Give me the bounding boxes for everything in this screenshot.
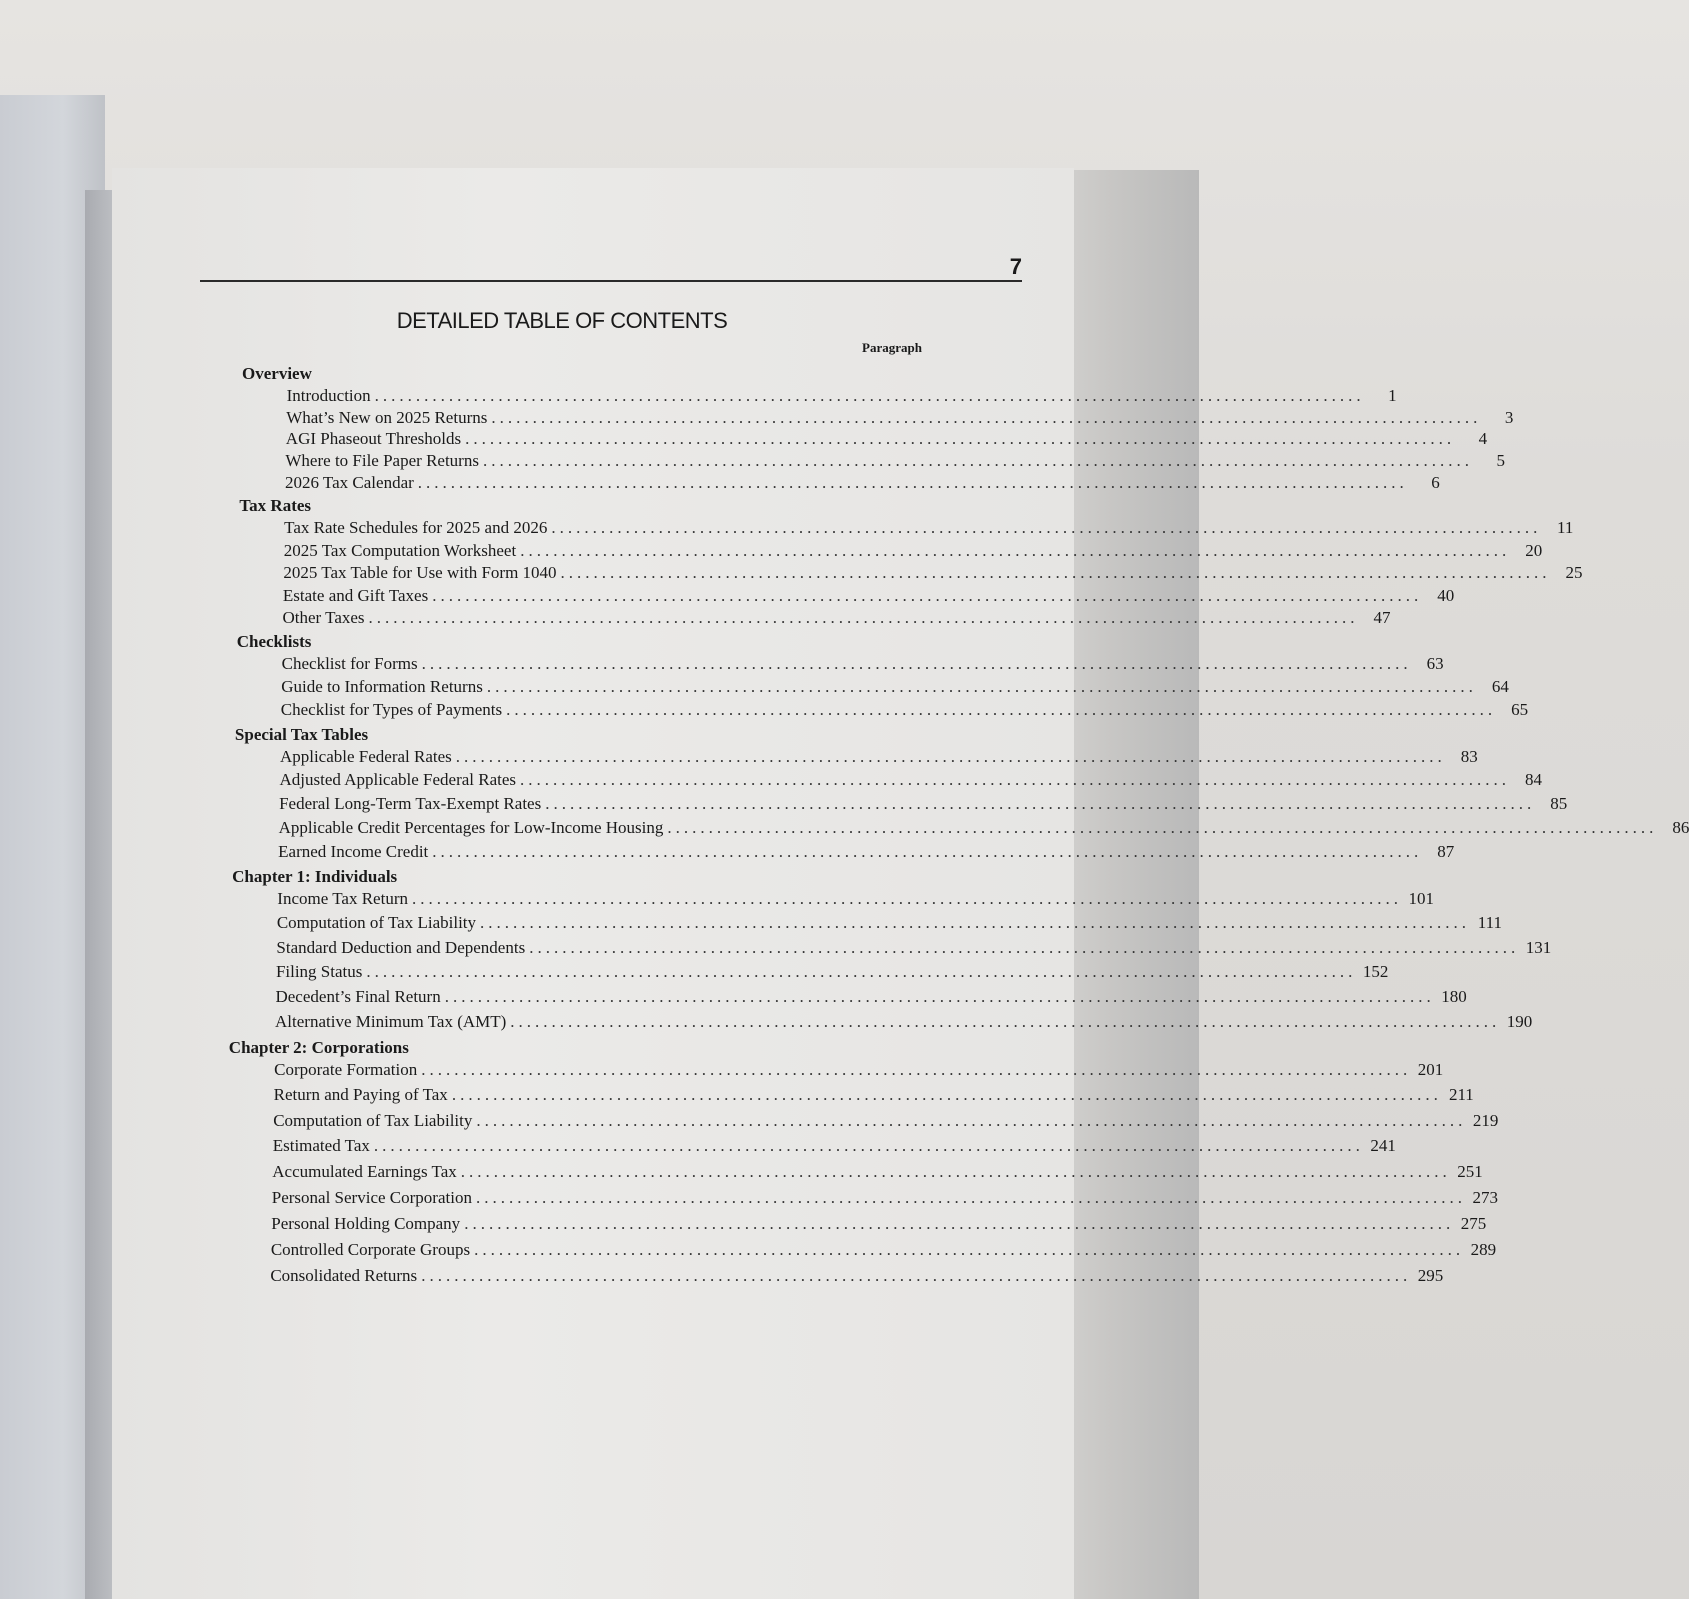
toc-entry-paragraph-number: 63 (1426, 654, 1444, 674)
paragraph-column-label: Paragraph (862, 340, 922, 355)
toc-entry-paragraph-number: 273 (1472, 1187, 1498, 1207)
dot-leader: ........................................................................................................................ (451, 1085, 1442, 1105)
toc-entry-paragraph-number: 20 (1525, 540, 1543, 560)
toc-entry (275, 986, 1467, 1008)
toc-entry (277, 888, 1434, 910)
dot-leader: ........................................................................................................................ (444, 987, 1435, 1007)
toc-entry-paragraph-number: 152 (1362, 962, 1389, 982)
toc-entry-paragraph-number: 251 (1457, 1161, 1483, 1181)
toc-entry-label: AGI Phaseout Thresholds (285, 429, 462, 449)
toc-entry (271, 1213, 1487, 1235)
dot-leader: ........................................................................................................................ (551, 518, 1542, 538)
toc-entry-label: Income Tax Return (277, 888, 408, 908)
toc-entry (270, 1265, 1444, 1287)
toc-entry (283, 562, 1583, 584)
toc-entry-paragraph-number: 289 (1470, 1239, 1497, 1259)
toc-entry-paragraph-number: 241 (1370, 1136, 1396, 1156)
dot-leader: ........................................................................................................................ (482, 451, 1473, 471)
toc-entry-paragraph-number: 3 (1504, 407, 1514, 427)
toc-entry (281, 676, 1509, 698)
toc-entry (278, 841, 1455, 863)
toc-entry (279, 793, 1568, 815)
dot-leader: ........................................................................................................................ (417, 473, 1408, 493)
toc-entry-paragraph-number: 101 (1408, 888, 1434, 908)
toc-entry (283, 540, 1543, 562)
toc-section-heading: Special Tax Tables (234, 724, 369, 744)
toc-entry-label: Checklist for Types of Payments (280, 700, 503, 720)
toc-entry-label: Earned Income Credit (278, 841, 429, 861)
dot-leader: ........................................................................................................................ (464, 1213, 1455, 1233)
dot-leader: ........................................................................................................................ (475, 1187, 1466, 1207)
toc-entry-paragraph-number: 65 (1511, 700, 1529, 720)
toc-entry-label: Computation of Tax Liability (273, 1110, 473, 1130)
toc-entry (276, 912, 1503, 934)
toc-entry-label: Federal Long-Term Tax-Exempt Rates (279, 794, 542, 814)
toc-section-heading: Chapter 1: Individuals (232, 866, 398, 886)
toc-entry-paragraph-number: 47 (1373, 608, 1391, 628)
toc-entry (272, 1135, 1396, 1157)
dot-leader: ........................................................................................................................ (421, 654, 1412, 674)
toc-entry (271, 1187, 1498, 1209)
toc-entry-label: Applicable Federal Rates (279, 746, 452, 766)
toc-entry (281, 653, 1444, 675)
toc-entry-label: Where to File Paper Returns (285, 451, 479, 471)
toc-entry-paragraph-number: 295 (1417, 1266, 1444, 1286)
toc-entry-paragraph-number: 64 (1491, 677, 1509, 697)
toc-entry-label: Accumulated Earnings Tax (272, 1161, 457, 1181)
dot-leader: ........................................................................................................................ (421, 1266, 1412, 1286)
toc-entry (273, 1110, 1499, 1132)
toc-entry-paragraph-number: 180 (1441, 987, 1467, 1007)
dot-leader: ........................................................................................................................ (366, 962, 1357, 982)
toc-entry (272, 1161, 1483, 1183)
toc-entry (284, 472, 1440, 494)
toc-section-heading: Tax Rates (239, 496, 312, 516)
toc-entry (285, 450, 1505, 472)
toc-entry-label: Guide to Information Returns (281, 677, 483, 697)
toc-entry-label: Personal Holding Company (271, 1213, 461, 1233)
dot-leader: ........................................................................................................................ (506, 700, 1497, 720)
toc-entry-paragraph-number: 201 (1417, 1060, 1444, 1080)
toc-entry-paragraph-number: 87 (1437, 841, 1455, 861)
dot-leader: ........................................................................................................................ (520, 770, 1511, 790)
header-rule (200, 280, 1022, 282)
dot-leader: ........................................................................................................................ (421, 1060, 1412, 1080)
toc-section-heading: Checklists (236, 632, 312, 652)
toc-entry (282, 585, 1455, 607)
toc-entry-label: Other Taxes (282, 608, 365, 628)
toc-entry (270, 1239, 1497, 1261)
toc-entry (282, 607, 1391, 629)
dot-leader: ........................................................................................................................ (560, 563, 1551, 583)
toc-entry-paragraph-number: 84 (1525, 770, 1543, 790)
toc-entry-label: Adjusted Applicable Federal Rates (279, 770, 517, 790)
toc-entry-label: Personal Service Corporation (271, 1187, 472, 1207)
toc-entry-paragraph-number: 85 (1550, 794, 1568, 814)
dot-leader: ........................................................................................................................ (465, 429, 1456, 449)
toc-entry-label: Return and Paying of Tax (273, 1085, 448, 1105)
toc-entry-paragraph-number: 6 (1431, 473, 1440, 493)
toc-entry-label: Filing Status (275, 962, 363, 982)
toc-entry (273, 1084, 1474, 1106)
toc-entry-paragraph-number: 5 (1496, 451, 1505, 471)
toc-entry-paragraph-number: 25 (1565, 563, 1583, 583)
toc-entry-label: Checklist for Forms (281, 654, 418, 674)
toc-entry (284, 517, 1574, 539)
toc-entry (286, 385, 1397, 407)
toc-entry-label: Controlled Corporate Groups (270, 1239, 471, 1259)
toc-entry (278, 817, 1689, 839)
toc-section-heading: Overview (242, 364, 312, 383)
toc-entry (279, 746, 1478, 768)
dot-leader: ........................................................................................................................ (510, 1012, 1501, 1031)
toc-entry-label: Corporate Formation (274, 1060, 418, 1080)
toc-entry-paragraph-number: 275 (1460, 1213, 1487, 1233)
toc-entry-paragraph-number: 111 (1477, 913, 1503, 933)
toc-entry-label: 2025 Tax Table for Use with Form 1040 (283, 563, 557, 583)
book-page (112, 168, 1689, 1599)
toc-section-heading: Chapter 2: Corporations (228, 1038, 409, 1058)
toc-entry-label: Consolidated Returns (270, 1266, 418, 1286)
toc-entry-paragraph-number: 40 (1437, 585, 1455, 605)
toc-entry-label: Estate and Gift Taxes (282, 585, 429, 605)
dot-leader: ........................................................................................................................ (373, 1136, 1364, 1156)
toc-entry-label: Decedent’s Final Return (275, 987, 441, 1007)
toc-entry-label: Standard Deduction and Dependents (276, 937, 526, 957)
toc-entry-paragraph-number: 1 (1388, 386, 1397, 405)
toc-entry-label: What’s New on 2025 Returns (286, 407, 488, 427)
dot-leader: ........................................................................................................................ (529, 937, 1520, 957)
toc-entry-paragraph-number: 219 (1472, 1110, 1499, 1130)
dot-leader: ........................................................................................................................ (432, 585, 1423, 605)
dot-leader: ........................................................................................................................ (374, 386, 1365, 405)
dot-leader: ........................................................................................................................ (476, 1110, 1467, 1130)
toc-entry-paragraph-number: 83 (1460, 746, 1478, 766)
toc-entry (285, 428, 1488, 450)
dot-leader: ........................................................................................................................ (545, 794, 1536, 814)
dot-leader: ........................................................................................................................ (460, 1161, 1451, 1181)
toc-entry-label: Estimated Tax (272, 1136, 370, 1156)
toc-entry-label: Alternative Minimum Tax (AMT) (275, 1012, 507, 1031)
toc-entry-paragraph-number: 190 (1506, 1012, 1533, 1031)
toc-entry-paragraph-number: 86 (1672, 817, 1689, 837)
toc-entry (275, 1011, 1533, 1033)
dot-leader: ........................................................................................................................ (480, 913, 1471, 933)
dot-leader: ........................................................................................................................ (411, 888, 1402, 908)
toc-entry (275, 961, 1389, 983)
dot-leader: ........................................................................................................................ (368, 608, 1359, 628)
dot-leader: ........................................................................................................................ (455, 746, 1446, 766)
dot-leader: ........................................................................................................................ (520, 540, 1511, 560)
toc-entry-paragraph-number: 211 (1448, 1085, 1474, 1105)
toc-entry-label: Computation of Tax Liability (276, 913, 477, 933)
dot-leader: ........................................................................................................................ (667, 817, 1658, 837)
toc-entry (280, 699, 1529, 721)
toc-entry-label: Tax Rate Schedules for 2025 and 2026 (284, 518, 548, 538)
dot-leader: ........................................................................................................................ (486, 677, 1477, 697)
toc-entry (276, 937, 1552, 959)
page-number: 7 (1009, 254, 1022, 279)
toc-entry-paragraph-number: 4 (1478, 429, 1488, 449)
toc-entry (274, 1059, 1444, 1081)
toc-entry-label: 2025 Tax Computation Worksheet (283, 540, 517, 560)
toc-entry-label: 2026 Tax Calendar (284, 473, 414, 493)
dot-leader: ........................................................................................................................ (432, 841, 1423, 861)
toc-entry-paragraph-number: 131 (1525, 937, 1552, 957)
dot-leader: ........................................................................................................................ (474, 1239, 1465, 1259)
toc-entry-label: Introduction (286, 386, 371, 405)
page-title: DETAILED TABLE OF CONTENTS (396, 308, 728, 333)
toc-entry (286, 407, 1514, 429)
dot-leader: ........................................................................................................................ (491, 407, 1482, 427)
toc-entry-paragraph-number: 11 (1556, 518, 1574, 538)
toc-entry-label: Applicable Credit Percentages for Low-Income Housing (278, 817, 664, 837)
toc-entry (279, 769, 1543, 791)
